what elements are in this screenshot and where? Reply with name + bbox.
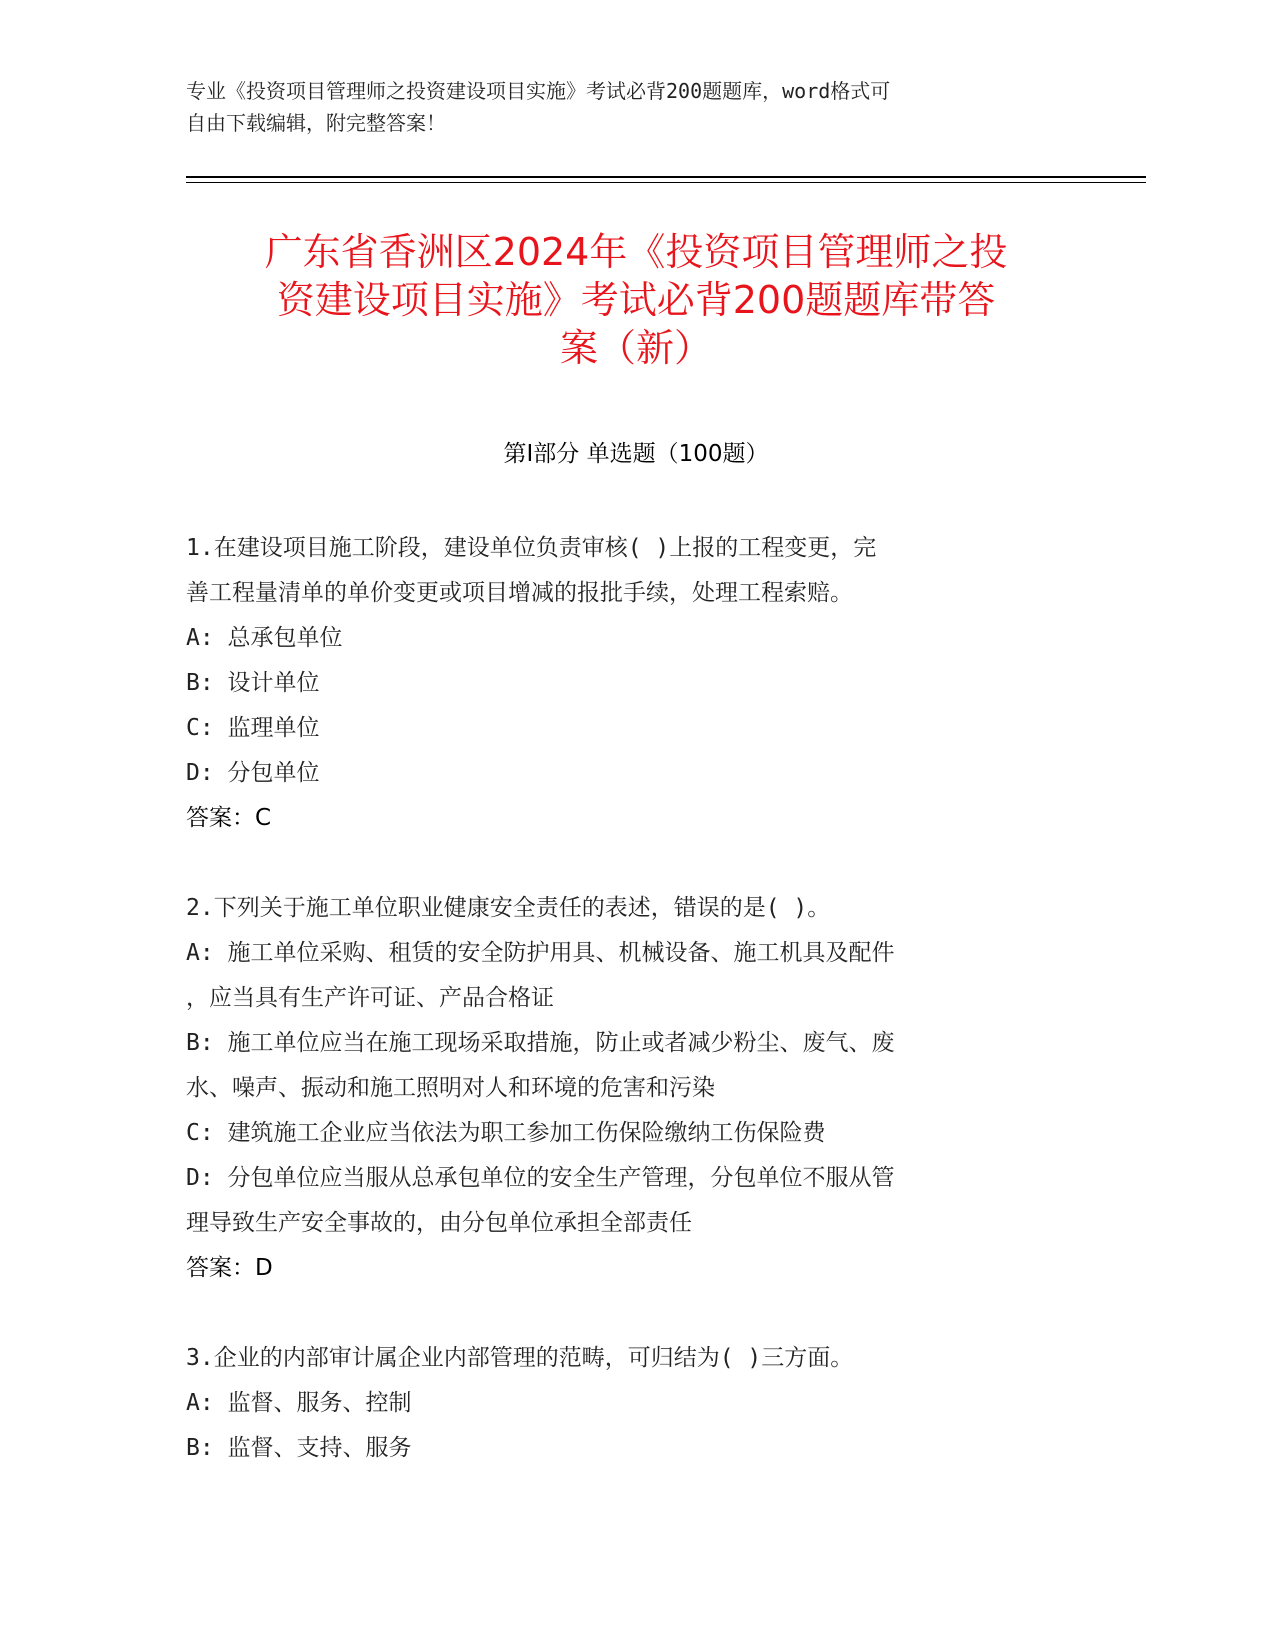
- option-a: A: 施工单位采购、租赁的安全防护用具、机械设备、施工机具及配件: [186, 940, 895, 966]
- option-b-continued: 水、噪声、振动和施工照明对人和环境的危害和污染: [186, 1075, 715, 1101]
- title-line: 案（新）: [559, 326, 712, 370]
- question-stem-line: 2.下列关于施工单位职业健康安全责任的表述，错误的是( )。: [186, 895, 831, 921]
- title-line: 资建设项目实施》考试必背200题题库带答: [276, 278, 996, 322]
- option-b: B: 设计单位: [186, 670, 320, 696]
- question-spacer: [186, 841, 1086, 886]
- question-stem-line: 3.企业的内部审计属企业内部管理的范畴，可归结为( )三方面。: [186, 1345, 854, 1371]
- option-b: B: 施工单位应当在施工现场采取措施，防止或者减少粉尘、废气、废: [186, 1030, 895, 1056]
- question-block: [186, 1336, 1086, 1471]
- header-rule-thin: [186, 182, 1146, 183]
- option-a: A: 监督、服务、控制: [186, 1390, 412, 1416]
- answer-line: 答案：C: [186, 805, 272, 831]
- question-stem-line: 善工程量清单的单价变更或项目增减的报批手续，处理工程索赔。: [186, 580, 853, 606]
- option-a-continued: ，应当具有生产许可证、产品合格证: [186, 985, 554, 1011]
- option-b: B: 监督、支持、服务: [186, 1435, 412, 1461]
- option-d-continued: 理导致生产安全事故的，由分包单位承担全部责任: [186, 1210, 692, 1236]
- question-block: [186, 886, 1086, 1291]
- answer-line: 答案：D: [186, 1255, 273, 1281]
- question-block: [186, 526, 1086, 841]
- question-list: [186, 526, 1086, 1471]
- option-c: C: 监理单位: [186, 715, 320, 741]
- header-note: [186, 75, 1086, 139]
- option-c: C: 建筑施工企业应当依法为职工参加工伤保险缴纳工伤保险费: [186, 1120, 826, 1146]
- option-d: D: 分包单位: [186, 760, 320, 786]
- option-a: A: 总承包单位: [186, 625, 343, 651]
- question-spacer: [186, 1291, 1086, 1336]
- section-heading: 第Ⅰ部分 单选题（100题）: [503, 441, 769, 467]
- option-d: D: 分包单位应当服从总承包单位的安全生产管理，分包单位不服从管: [186, 1165, 895, 1191]
- title-line: 广东省香洲区2024年《投资项目管理师之投: [264, 230, 1008, 274]
- header-note-line: 自由下载编辑，附完整答案！: [186, 111, 446, 135]
- header-rule-thick: [186, 176, 1146, 178]
- document-title: [186, 228, 1086, 372]
- question-stem-line: 1.在建设项目施工阶段，建设单位负责审核( )上报的工程变更，完: [186, 535, 877, 561]
- header-note-line: 专业《投资项目管理师之投资建设项目实施》考试必背200题题库，word格式可: [186, 79, 891, 103]
